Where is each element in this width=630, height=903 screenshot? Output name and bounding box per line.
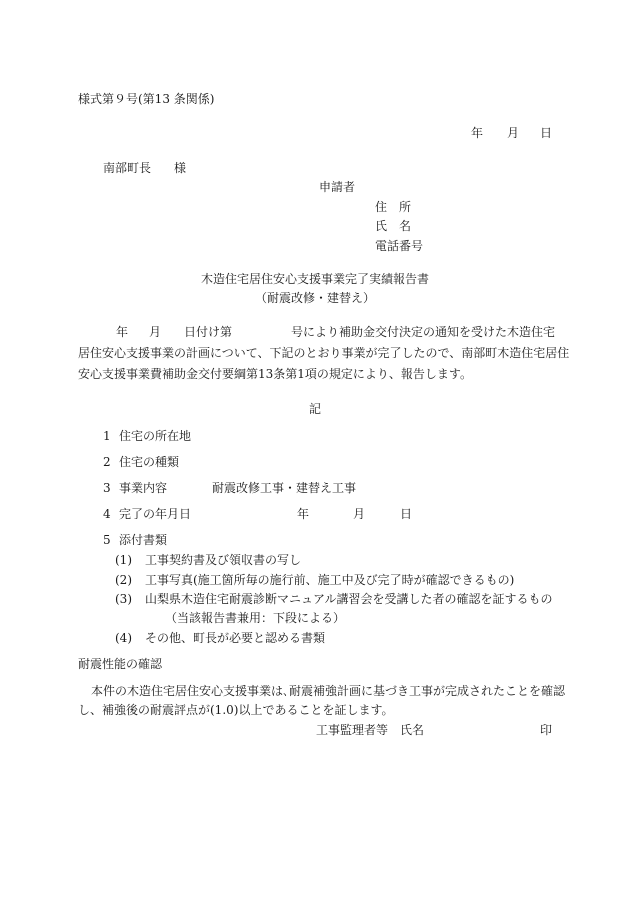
item-number: 3 <box>103 481 111 495</box>
applicant-address-label: 住 所 <box>375 200 412 214</box>
date-year-label: 年 <box>471 126 484 140</box>
item-label: 事業内容 <box>119 481 168 495</box>
body-line1-rest: 号により補助金交付決定の通知を受けた木造住宅 <box>291 325 556 339</box>
addressee-honorific: 様 <box>174 161 187 175</box>
item-number: 4 <box>103 507 111 521</box>
applicant-heading: 申請者 <box>319 180 356 194</box>
date-day-label: 日 <box>540 126 553 140</box>
seismic-line2: し、補強後の耐震評点が(1.0)以上であることを証します。 <box>78 703 394 717</box>
completion-day-label: 日 <box>400 507 413 521</box>
seal-mark: 印 <box>540 723 553 737</box>
item-number: 1 <box>103 429 111 443</box>
attachment-number: (1) <box>115 553 132 567</box>
document-subtitle: （耐震改修・建替え） <box>254 291 375 305</box>
date-month-label: 月 <box>507 126 520 140</box>
seismic-heading: 耐震性能の確認 <box>78 657 163 671</box>
supervisor-label: 工事監理者等 <box>316 723 389 737</box>
applicant-name-label: 氏 名 <box>375 219 412 233</box>
supervisor-name-label: 氏名 <box>400 723 425 737</box>
body-date-prefix: 日付け第 <box>184 325 233 339</box>
item-label: 添付書類 <box>119 533 168 547</box>
item-label: 住宅の所在地 <box>119 429 192 443</box>
completion-month-label: 月 <box>353 507 366 521</box>
item-number: 5 <box>103 533 111 547</box>
attachment-number: (4) <box>115 631 132 645</box>
attachment-number: (2) <box>115 573 132 587</box>
body-line2: 居住安心支援事業の計画について、下記のとおり事業が完了したので、南部町木造住宅居住 <box>78 346 570 360</box>
attachment-text: 山梨県木造住宅耐震診断マニュアル講習会を受講した者の確認を証するもの <box>145 592 553 606</box>
attachment-note: （当該報告書兼用：下段による） <box>165 611 346 625</box>
item-label: 住宅の種類 <box>119 455 180 469</box>
seismic-line1: 本件の木造住宅居住安心支援事業は､耐震補強計画に基づき工事が完成されたことを確認 <box>91 684 566 698</box>
form-number: 様式第９号(第13 条関係) <box>78 92 215 106</box>
applicant-phone-label: 電話番号 <box>375 239 424 253</box>
addressee-name: 南部町長 <box>103 161 152 175</box>
body-month: 月 <box>149 325 162 339</box>
item-number: 2 <box>103 455 111 469</box>
attachment-text: 工事写真(施工箇所毎の施行前、施工中及び完了時が確認できるもの) <box>145 573 515 587</box>
item-label: 完了の年月日 <box>119 507 192 521</box>
attachment-text: 工事契約書及び領収書の写し <box>145 553 302 567</box>
ki-mark: 記 <box>308 402 321 416</box>
body-year: 年 <box>116 325 129 339</box>
attachment-number: (3) <box>115 592 132 606</box>
attachment-text: その他、町長が必要と認める書類 <box>145 631 326 645</box>
document-title: 木造住宅居住安心支援事業完了実績報告書 <box>200 272 429 286</box>
item-value: 耐震改修工事・建替え工事 <box>212 481 357 495</box>
body-line3: 安心支援事業費補助金交付要綱第13条第1項の規定により、報告します。 <box>78 367 472 381</box>
completion-year-label: 年 <box>297 507 310 521</box>
